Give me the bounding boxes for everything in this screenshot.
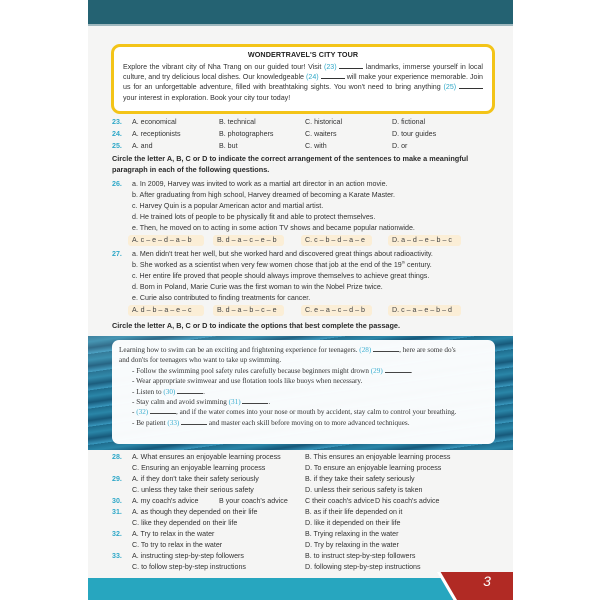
option-a[interactable]: A. my coach's advice (132, 497, 199, 505)
swim-line-2: and don'ts for teenagers who want to take up swimming. (119, 356, 282, 365)
option-b[interactable]: B. to instruct step-by-step followers (305, 552, 416, 560)
page-number: 3 (483, 573, 491, 589)
question-number: 30. (112, 497, 122, 505)
q27-option-a[interactable]: A. d – b – a – e – c (128, 305, 204, 316)
instruction-passage: Circle the letter A, B, C or D to indicate the options that best complete the passage. (112, 321, 401, 330)
option-a[interactable]: A. Try to relax in the water (132, 530, 215, 538)
question-number: 25. (112, 142, 122, 150)
swim-text: . (410, 366, 413, 375)
option-a[interactable]: A. instructing step-by-step followers (132, 552, 244, 560)
workbook-page (88, 0, 513, 600)
q27-option-b[interactable]: B. d – a – b – c – e (213, 305, 284, 316)
blank-31[interactable] (242, 398, 271, 407)
gap-number-23: (23) (323, 63, 337, 71)
option-c[interactable]: C. to follow step-by-step instructions (132, 563, 246, 571)
passage-box (111, 44, 495, 114)
option-c[interactable]: C. Ensuring an enjoyable learning process (132, 464, 266, 472)
option-c[interactable]: C. with (305, 142, 327, 150)
option-a[interactable]: A. if they don't take their safety seriously (132, 475, 259, 483)
swim-line-7 (119, 407, 489, 417)
q26-sentence-a: a. In 2009, Harvey was invited to work as a martial art director in an action movie. (132, 180, 388, 188)
option-c[interactable]: C. waiters (305, 130, 337, 138)
question-number: 33. (112, 552, 122, 560)
passage-text-segment: Explore the vibrant city of Nha Trang on our guided tour! Visit (123, 63, 324, 71)
gap-number-31: (31) (228, 398, 241, 407)
question-number: 23. (112, 118, 122, 126)
blank-28[interactable] (373, 347, 399, 352)
swim-line-8 (119, 418, 489, 428)
question-number: 28. (112, 453, 122, 461)
passage-text-segment: landmarks, immerse yourself in local culture, and try delicious local dishes. Our knowledgeable (123, 63, 483, 82)
question-number: 26. (112, 180, 122, 188)
blank-24[interactable] (321, 74, 345, 79)
option-c[interactable]: C. historical (305, 118, 343, 126)
question-number: 32. (112, 530, 122, 538)
q26-sentence-b: b. After graduating from high school, Harvey dreamed of becoming a Karate Master. (132, 191, 396, 199)
instruction-arrangement: Circle the letter A, B, C or D to indicate the correct arrangement of the sentences to make a meaningful paragraph in each of the following questions. (112, 154, 469, 174)
gap-number-24: (24) (306, 73, 319, 82)
option-d[interactable]: D. fictional (392, 118, 426, 126)
swim-line-6 (119, 397, 489, 407)
option-b[interactable]: B. technical (219, 118, 256, 126)
q26-option-d[interactable]: D. a – d – e – b – c (388, 235, 461, 246)
question-number: 27. (112, 250, 122, 258)
blank-32[interactable] (150, 409, 176, 414)
q26-option-b[interactable]: B. d – a – c – e – b (213, 235, 284, 246)
option-b[interactable]: B. Trying relaxing in the water (305, 530, 399, 538)
q27-sentence-c: c. Her entire life proved that people should always improve themselves to achieve great things. (132, 272, 430, 280)
blank-33[interactable] (181, 420, 207, 425)
swim-text: , and if the water comes into your nose or mouth by accident, stay calm to control your breathing. (175, 408, 457, 417)
q27-sentence-d: d. Born in Poland, Marie Curie was the first woman to win the Nobel Prize twice. (132, 283, 383, 291)
passage-text (123, 62, 483, 103)
swim-text: - Be patient (132, 418, 168, 427)
option-b[interactable]: B. but (219, 142, 238, 150)
option-a[interactable]: A. and (132, 142, 153, 150)
q27-sentence-b-text: century. (405, 261, 432, 269)
option-c[interactable]: C. unless they take their serious safety (132, 486, 254, 494)
q27-sentence-b (132, 260, 432, 270)
question-number: 24. (112, 130, 122, 138)
passage-title: WONDERTRAVEL'S CITY TOUR (247, 50, 359, 59)
option-d[interactable]: D. Try by relaxing in the water (305, 541, 399, 549)
header-band (88, 0, 513, 26)
gap-number-28: (28) (359, 346, 372, 354)
swim-text: , here are some do's (399, 346, 456, 354)
option-d[interactable]: D. tour guides (392, 130, 437, 138)
swim-text: - Listen to (132, 387, 164, 396)
option-d[interactable]: D. or (392, 142, 408, 150)
swim-passage-box (112, 340, 495, 444)
swim-text: and master each skill before moving on to more advanced techniques. (207, 418, 410, 427)
gap-number-32: (32) (136, 408, 149, 417)
option-a[interactable]: A. economical (132, 118, 177, 126)
swim-line-3 (119, 366, 489, 376)
q27-option-c[interactable]: C. e – a – c – d – b (301, 305, 372, 316)
q27-sentence-b-text: b. She worked as a scientist when very few women chose that job at the end of the 19 (132, 261, 402, 269)
swimming-pool-image (88, 336, 513, 450)
option-a[interactable]: A. receptionists (132, 130, 181, 138)
option-b[interactable]: B. if they take their safety seriously (305, 475, 415, 483)
swim-text: Learning how to swim can be an exciting and frightening experience for teenagers. (119, 346, 360, 354)
question-number: 29. (112, 475, 122, 483)
option-b[interactable]: B. photographers (219, 130, 274, 138)
blank-29[interactable] (385, 368, 411, 373)
q26-sentence-c: c. Harvey Quin is a popular American actor and martial artist. (132, 202, 324, 210)
option-d[interactable]: D his coach's advice (375, 497, 440, 505)
q26-sentence-d: d. He trained lots of people to be physically fit and able to protect themselves. (132, 213, 376, 221)
gap-number-30: (30) (163, 387, 176, 396)
option-d[interactable]: D. unless their serious safety is taken (305, 486, 423, 494)
gap-number-25: (25) (443, 83, 457, 92)
option-d[interactable]: D. like it depended on their life (305, 519, 401, 527)
option-d[interactable]: D. following step-by-step instructions (305, 563, 421, 571)
gap-number-33: (33) (167, 418, 180, 427)
swim-line-1 (119, 345, 489, 355)
question-number: 31. (112, 508, 122, 516)
q27-sentence-a: a. Men didn't treat her well, but she worked hard and discovered great things about radioactivity. (132, 250, 433, 258)
option-b[interactable]: B. This ensures an enjoyable learning process (305, 453, 451, 461)
option-d[interactable]: D. To ensure an enjoyable learning process (305, 464, 442, 472)
swim-text: . (203, 387, 205, 396)
blank-23[interactable] (339, 64, 363, 69)
swim-line-5 (119, 387, 489, 397)
option-c[interactable]: C. To try to relax in the water (132, 541, 223, 549)
q27-option-d[interactable]: D. c – a – e – b – d (388, 305, 461, 316)
passage-text-segment: will make your experience memorable. Join us for an unforgettable adventure, filled with breathtaking sights. You won't need to bring anything (123, 73, 483, 92)
option-a[interactable]: A. as though they depended on their life (132, 508, 258, 516)
gap-number-29: (29) (370, 366, 383, 375)
swim-text: - Follow the swimming pool safety rules carefully because beginners might drown (132, 366, 371, 375)
option-a[interactable]: A. What ensures an enjoyable learning process (132, 453, 281, 461)
superscript: th (401, 259, 406, 265)
swim-text: . (268, 398, 271, 407)
swim-line-4: - Wear appropriate swimwear and use flotation tools like buoys when necessary. (132, 377, 363, 386)
q26-option-c[interactable]: C. c – b – d – a – e (301, 235, 372, 246)
q27-sentence-e: e. Curie also contributed to finding treatments for cancer. (132, 294, 311, 302)
option-c[interactable]: C their coach's advice (305, 497, 375, 505)
swim-text: - (132, 408, 137, 417)
q26-sentence-e: e. Then, he moved on to acting in some action TV shows and became popular nationwide. (132, 224, 415, 232)
option-b[interactable]: B. as if their life depended on it (305, 508, 403, 516)
option-b[interactable]: B your coach's advice (219, 497, 288, 505)
passage-text-segment: your interest in exploration. Book your city tour today! (123, 93, 291, 102)
q26-option-a[interactable]: A. c – e – d – a – b (128, 235, 204, 246)
blank-30[interactable] (177, 389, 203, 394)
option-c[interactable]: C. like they depended on their life (132, 519, 238, 527)
blank-25[interactable] (459, 84, 483, 89)
swim-text: - Stay calm and avoid swimming (132, 398, 229, 407)
